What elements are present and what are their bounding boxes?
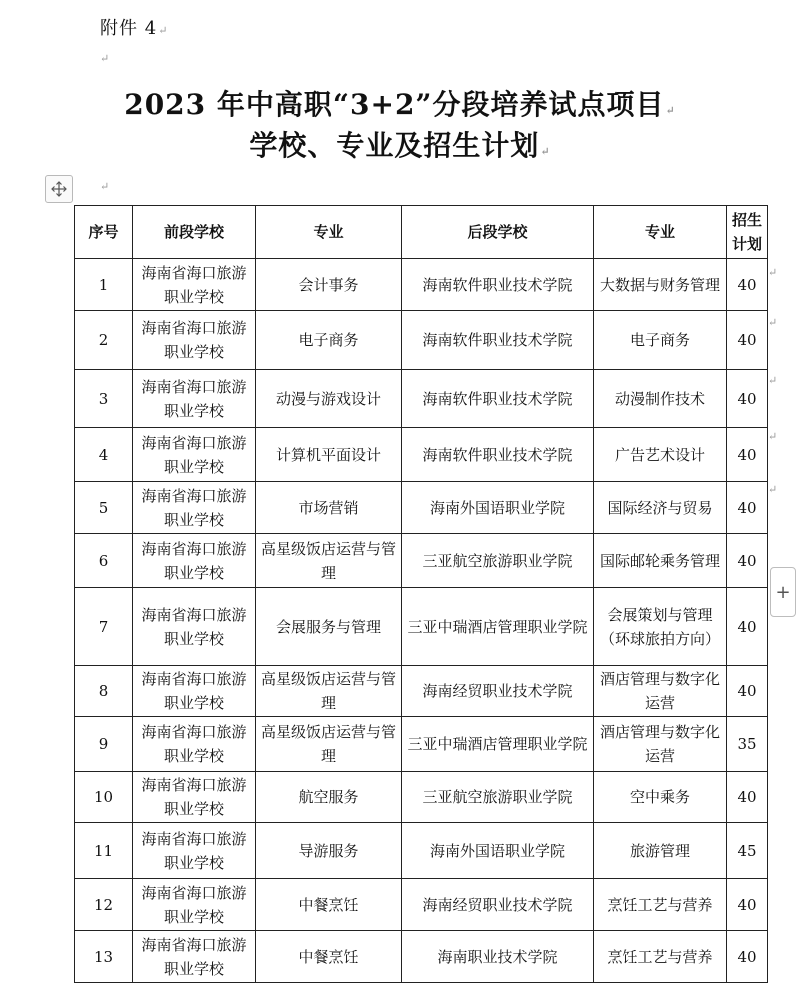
table-row [75, 666, 768, 717]
add-row-button[interactable] [770, 567, 796, 617]
cell-front-school: 海南省海口旅游职业学校 [133, 931, 256, 983]
table-row [75, 311, 768, 370]
cell-index: 3 [75, 370, 133, 428]
paragraph-mark: ↵ [540, 145, 551, 158]
row-end-mark: ↵ [768, 374, 778, 387]
cell-back-school: 海南软件职业技术学院 [402, 428, 594, 482]
cell-index: 9 [75, 717, 133, 772]
cell-front-major: 会计事务 [256, 259, 402, 311]
table-row [75, 772, 768, 823]
row-end-mark: ↵ [768, 316, 778, 329]
cell-quota: 40 [727, 311, 768, 370]
cell-back-school: 海南经贸职业技术学院 [402, 666, 594, 717]
cell-quota: 40 [727, 370, 768, 428]
header-front-school: 前段学校 [133, 206, 256, 259]
cell-front-major: 中餐烹饪 [256, 879, 402, 931]
table-row [75, 879, 768, 931]
cell-back-major: 国际邮轮乘务管理 [594, 534, 727, 588]
paragraph-mark: ↵ [158, 24, 169, 37]
header-front-major: 专业 [256, 206, 402, 259]
cell-index: 1 [75, 259, 133, 311]
cell-front-school: 海南省海口旅游职业学校 [133, 666, 256, 717]
cell-front-major: 中餐烹饪 [256, 931, 402, 983]
table-move-handle[interactable] [45, 175, 73, 203]
cell-quota: 40 [727, 879, 768, 931]
enrollment-plan-table [74, 205, 768, 983]
cell-index: 10 [75, 772, 133, 823]
cell-back-major: 广告艺术设计 [594, 428, 727, 482]
cell-front-major: 会展服务与管理 [256, 588, 402, 666]
attachment-text: 附件 4 [100, 18, 158, 39]
cell-front-school: 海南省海口旅游职业学校 [133, 717, 256, 772]
cell-front-school: 海南省海口旅游职业学校 [133, 259, 256, 311]
cell-back-major: 酒店管理与数字化运营 [594, 717, 727, 772]
table-row [75, 259, 768, 311]
table-row [75, 823, 768, 879]
cell-quota: 40 [727, 588, 768, 666]
cell-index: 4 [75, 428, 133, 482]
cell-quota: 40 [727, 428, 768, 482]
header-quota: 招生计划 [727, 206, 768, 259]
cell-front-major: 电子商务 [256, 311, 402, 370]
cell-index: 7 [75, 588, 133, 666]
cell-front-major: 导游服务 [256, 823, 402, 879]
cell-quota: 45 [727, 823, 768, 879]
table-row [75, 534, 768, 588]
cell-front-major: 航空服务 [256, 772, 402, 823]
table-row [75, 370, 768, 428]
cell-index: 6 [75, 534, 133, 588]
table-body [75, 259, 768, 983]
header-back-school: 后段学校 [402, 206, 594, 259]
cell-quota: 35 [727, 717, 768, 772]
cell-index: 12 [75, 879, 133, 931]
cell-back-major: 电子商务 [594, 311, 727, 370]
header-index: 序号 [75, 206, 133, 259]
cell-back-school: 海南外国语职业学院 [402, 482, 594, 534]
cell-back-major: 国际经济与贸易 [594, 482, 727, 534]
cell-back-school: 海南软件职业技术学院 [402, 259, 594, 311]
cell-index: 8 [75, 666, 133, 717]
cell-back-school: 海南外国语职业学院 [402, 823, 594, 879]
cell-front-school: 海南省海口旅游职业学校 [133, 534, 256, 588]
cell-front-school: 海南省海口旅游职业学校 [133, 823, 256, 879]
cell-front-school: 海南省海口旅游职业学校 [133, 482, 256, 534]
cell-quota: 40 [727, 931, 768, 983]
document-title-line1 [0, 83, 800, 123]
cell-index: 11 [75, 823, 133, 879]
table-row [75, 482, 768, 534]
cell-front-school: 海南省海口旅游职业学校 [133, 311, 256, 370]
cell-back-school: 海南职业技术学院 [402, 931, 594, 983]
cell-index: 2 [75, 311, 133, 370]
title-text: 2023 年中高职“3+2”分段培养试点项目 [124, 88, 665, 121]
cell-quota: 40 [727, 666, 768, 717]
paragraph-mark: ↵ [665, 104, 676, 117]
table-row [75, 931, 768, 983]
cell-front-major: 动漫与游戏设计 [256, 370, 402, 428]
paragraph-mark: ↵ [100, 180, 110, 193]
table-header-row [75, 206, 768, 259]
cell-front-school: 海南省海口旅游职业学校 [133, 879, 256, 931]
cell-back-major: 大数据与财务管理 [594, 259, 727, 311]
cell-back-major: 旅游管理 [594, 823, 727, 879]
cell-back-school: 三亚航空旅游职业学院 [402, 772, 594, 823]
cell-index: 13 [75, 931, 133, 983]
cell-front-major: 高星级饭店运营与管理 [256, 534, 402, 588]
cell-back-major: 烹饪工艺与营养 [594, 931, 727, 983]
cell-back-major: 动漫制作技术 [594, 370, 727, 428]
cell-back-school: 海南软件职业技术学院 [402, 370, 594, 428]
cell-back-school: 海南经贸职业技术学院 [402, 879, 594, 931]
cell-front-major: 市场营销 [256, 482, 402, 534]
cell-back-school: 三亚中瑞酒店管理职业学院 [402, 717, 594, 772]
cell-quota: 40 [727, 259, 768, 311]
cell-front-school: 海南省海口旅游职业学校 [133, 588, 256, 666]
row-end-mark: ↵ [768, 266, 778, 279]
attachment-label [100, 14, 168, 40]
cell-front-major: 高星级饭店运营与管理 [256, 717, 402, 772]
paragraph-mark: ↵ [100, 52, 110, 65]
cell-front-school: 海南省海口旅游职业学校 [133, 370, 256, 428]
table-row [75, 428, 768, 482]
cell-quota: 40 [727, 534, 768, 588]
move-arrows-icon [50, 180, 68, 198]
cell-back-major: 烹饪工艺与营养 [594, 879, 727, 931]
header-back-major: 专业 [594, 206, 727, 259]
plus-icon: + [775, 581, 791, 603]
table-row [75, 588, 768, 666]
row-end-mark: ↵ [768, 483, 778, 496]
cell-front-school: 海南省海口旅游职业学校 [133, 428, 256, 482]
cell-quota: 40 [727, 482, 768, 534]
cell-front-school: 海南省海口旅游职业学校 [133, 772, 256, 823]
cell-back-major: 会展策划与管理（环球旅拍方向） [594, 588, 727, 666]
title-text: 学校、专业及招生计划 [249, 129, 540, 162]
cell-back-school: 三亚航空旅游职业学院 [402, 534, 594, 588]
table-row [75, 717, 768, 772]
row-end-mark: ↵ [768, 430, 778, 443]
cell-back-major: 空中乘务 [594, 772, 727, 823]
cell-index: 5 [75, 482, 133, 534]
cell-back-major: 酒店管理与数字化运营 [594, 666, 727, 717]
cell-front-major: 高星级饭店运营与管理 [256, 666, 402, 717]
cell-front-major: 计算机平面设计 [256, 428, 402, 482]
document-title-line2 [0, 124, 800, 164]
cell-back-school: 三亚中瑞酒店管理职业学院 [402, 588, 594, 666]
cell-back-school: 海南软件职业技术学院 [402, 311, 594, 370]
cell-quota: 40 [727, 772, 768, 823]
